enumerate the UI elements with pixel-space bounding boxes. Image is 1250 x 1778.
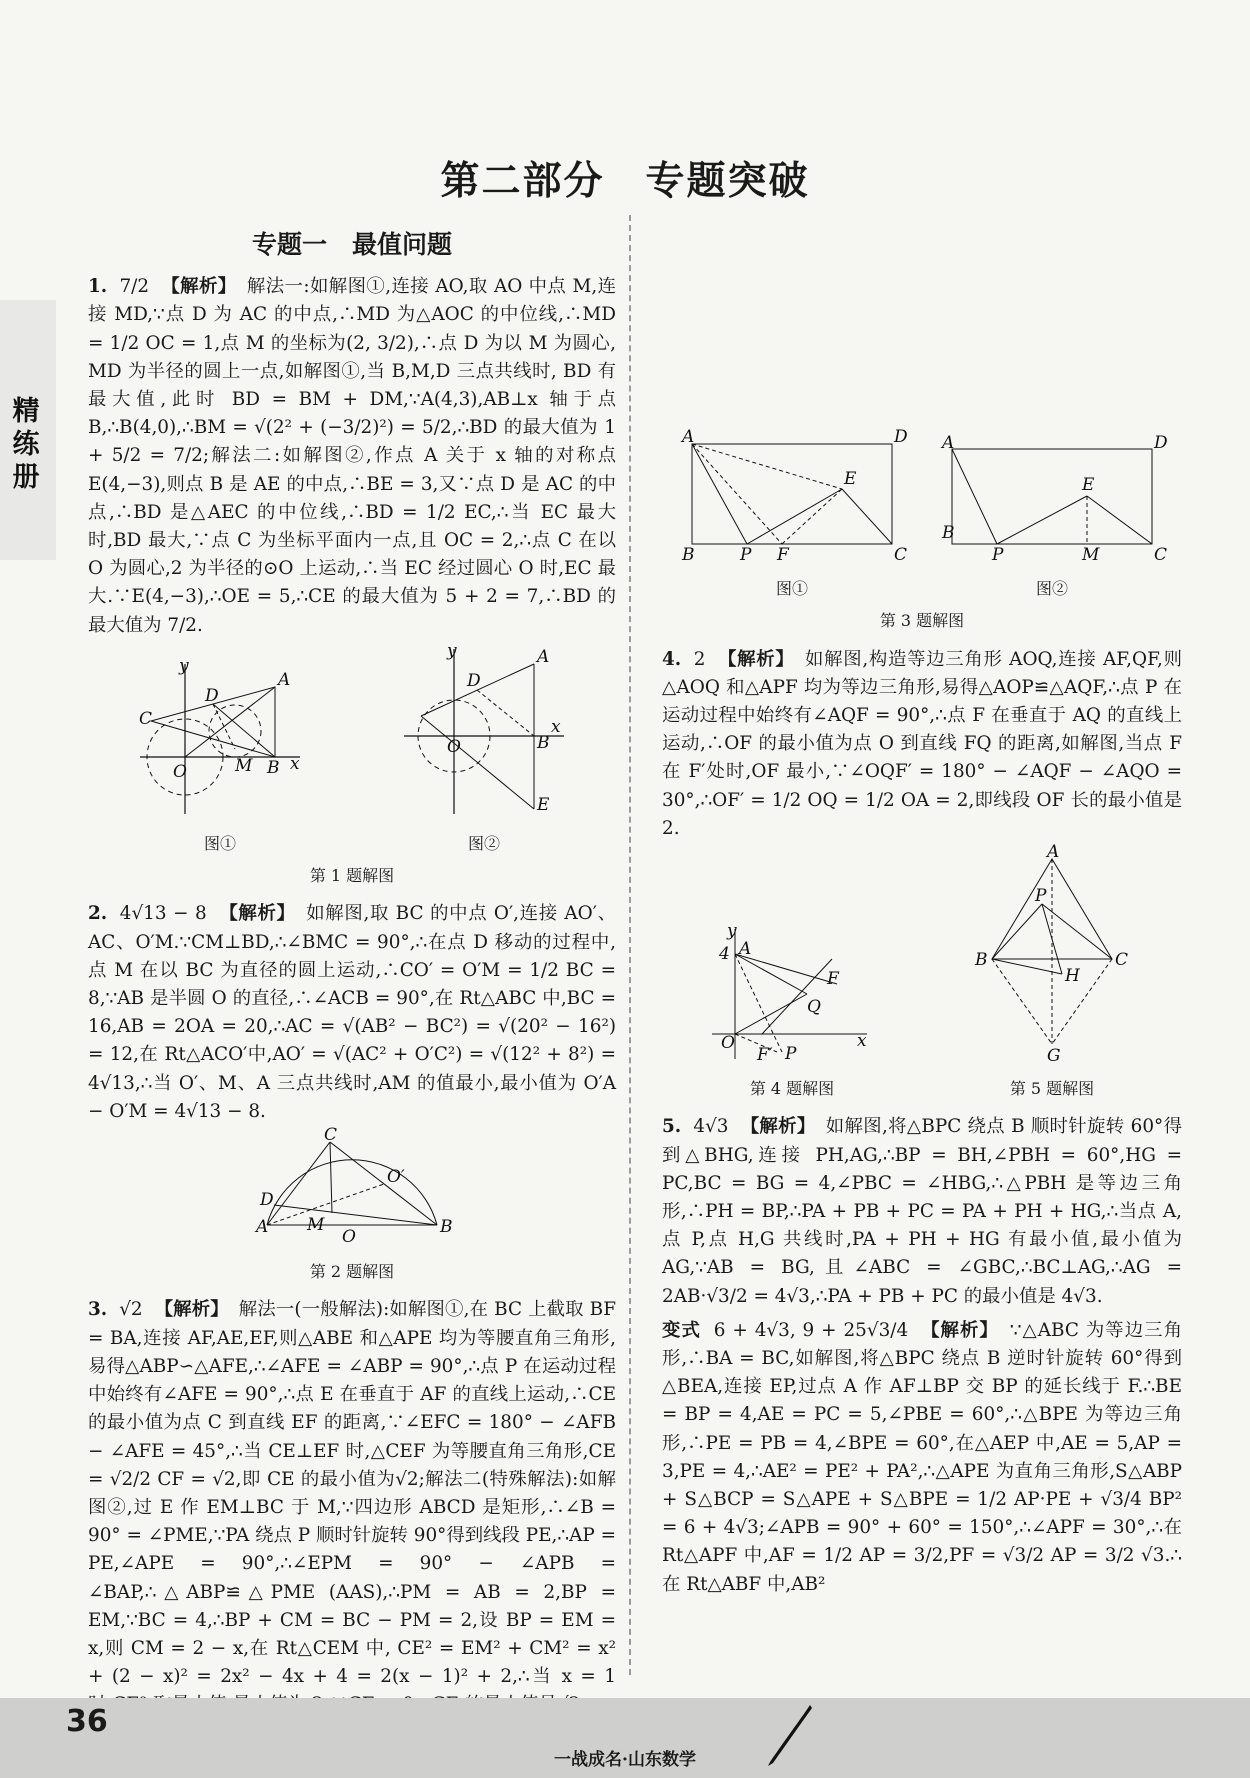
analysis-tag: 【解析】	[718, 648, 795, 670]
analysis-tag: 【解析】	[161, 276, 237, 298]
figure-caption: 第 4 题解图	[749, 1079, 835, 1099]
problem-2	[88, 900, 616, 1286]
svg-text:F: F	[777, 545, 789, 565]
problem-1	[88, 273, 616, 890]
figure-3-1	[682, 427, 908, 603]
side-label: 精练册	[12, 396, 40, 493]
svg-text:A: A	[1047, 842, 1060, 863]
figure-1-1-diagram	[135, 655, 305, 819]
problem-number: 1.	[88, 276, 108, 298]
svg-text:D: D	[1154, 433, 1168, 453]
svg-text:D: D	[205, 685, 219, 706]
svg-text:B: B	[537, 732, 550, 753]
figure-3-1-diagram	[682, 427, 908, 565]
figure-row	[88, 1125, 616, 1254]
problem-solution: 如解图,构造等边三角形 AOQ,连接 AF,QF,则△AOQ 和△APF 均为等边三角形,易得△AOP≌△AQF,∴点 P 在运动过程中始终有∠AQF = 90°,∴点 F 在垂直于 AQ 的直线上运动,∴OF 的最小值为点 O 到直线 FQ 的距离,如解图,当点 F 在 F′处时,OF 最小,∵∠OQF′ = 180° − ∠AQF − ∠AQO = 30°,∴OF′ = 1/2 OQ = 1/2 OA = 2,即线段 OF 长的最小值是 2.	[662, 648, 1182, 839]
figure-5-diagram	[967, 842, 1137, 1067]
svg-text:P: P	[785, 1044, 797, 1065]
problem-solution: ∵△ABC 为等边三角形,∴BA = BC,如解图,将△BPC 绕点 B 逆时针旋转 60°得到△BEA,连接 EP,过点 A 作 AF⊥BP 交 BP 的延长线于 F.∴BE = BP = 4,AE = PC = 5,∠PBE = 60°,∴△BPE 为等边三角形,∴PE = PB = 4,∠BPE = 60°,在△AEP 中,AE = 5,AP = 3,PE = 4,∴AE² = PE² + PA²,∴△APE 为直角三角形,S△ABP + S△BCP = S△APE + S△BPE = 1/2 AP·PE + √3/4 BP² = 6 + 4√3;∠APB = 90° + 60° = 150°,∴∠APF = 30°,∴在 Rt△APF 中,AF = 1/2 AP = 3/2,PF = √3/2 AP = 3/2 √3.∴在 Rt△ABF 中,AB²	[662, 1319, 1182, 1595]
svg-text:A: A	[942, 433, 955, 453]
figure-4	[707, 921, 877, 1103]
svg-text:A: A	[278, 669, 291, 690]
problem-number: 变式	[662, 1319, 701, 1341]
figure-caption: 第 2 题解图	[309, 1262, 395, 1282]
svg-text:O′: O′	[387, 1167, 405, 1188]
svg-text:C: C	[894, 545, 908, 565]
problem-solution: 解法一(一般解法):如解图①,在 BC 上截取 BF = BA,连接 AF,AE,EF,则△ABE 和△APE 均为等腰直角三角形,易得△ABP∽△AFE,∴∠AFE = ∠ABP = 90°,∴点 P 在运动过程中始终有∠AFE = 90°,∴点 E 在垂直于 AF 的直线上运动,∴CE 的最小值为点 C 到直线 EF 的距离,∵∠EFC = 180° − ∠AFB − ∠AFE = 45°,∴当 CE⊥EF 时,△CEF 为等腰直角三角形,CE = √2/2 CF = √2,即 CE 的最小值为√2;解法二(特殊解法):如解图②,过 E 作 EM⊥BC 于 M,∵四边形 ABCD 是矩形,∴∠B = 90° = ∠PME,∵PA 绕点 P 顺时针旋转 90°得到线段 PE,∴AP = PE,∠APE = 90°,∴∠EPM = 90° − ∠APB = ∠BAP,∴△ABP≌△PME (AAS),∴PM = AB = 2,BP = EM,∵BC = 4,∴BP + CM = BC − PM = 2,设 BP = EM = x,则 CM = 2 − x,在 Rt△CEM 中, CE² = EM² + CM² = x² + (2 − x)² = 2x² − 4x + 4 = 2(x − 1)² + 2,∴当 x = 1	[88, 1299, 617, 1688]
problem-answer: 2	[693, 648, 706, 670]
problem-answer: √2	[119, 1299, 143, 1321]
figure-caption: 第 3 题解图	[879, 611, 965, 631]
svg-text:C: C	[139, 708, 153, 729]
svg-text:D: D	[467, 670, 481, 691]
figure-label: 图①	[203, 834, 236, 854]
svg-text:O: O	[721, 1033, 735, 1054]
svg-text:C: C	[324, 1125, 338, 1146]
svg-text:B: B	[267, 757, 280, 778]
figure-2-diagram	[252, 1125, 453, 1248]
svg-text:x: x	[857, 1031, 867, 1052]
problem-number: 5.	[662, 1116, 682, 1138]
figure-row	[88, 640, 616, 858]
figure-4-diagram	[707, 921, 877, 1066]
svg-text:A: A	[682, 427, 695, 447]
svg-text:P: P	[992, 545, 1004, 565]
problem-answer: 4√13 − 8	[119, 903, 207, 925]
svg-text:C: C	[1115, 950, 1129, 971]
figure-3-2-diagram	[942, 433, 1168, 565]
svg-text:O: O	[447, 736, 461, 757]
svg-text:A: A	[537, 646, 550, 667]
svg-text:M: M	[235, 755, 253, 776]
svg-text:B: B	[440, 1217, 453, 1238]
svg-text:y: y	[447, 640, 457, 661]
problem-solution: 如解图,将△BPC 绕点 B 顺时针旋转 60°得到△BHG,连接 PH,AG,∴BP = BH,∠PBH = 60°,HG = PC,BC = BG = 4,∠PBC = ∠HBG,∴△PBH 是等边三角形,∴PH = BP,∴PA + PB + PC = PA + PH + HG,∴当点 A,点 P,点 H,G 共线时,PA + PH + HG 有最小值,最小值为 AG,∵AB = BG,且∠ABC = ∠GBC,∴BC⊥AG,∴AG = 2AB·√3/2 = 4√3,∴PA + PB + PC 的最小值是 4√3.	[662, 1116, 1182, 1307]
svg-text:x: x	[290, 753, 300, 774]
figure-row	[662, 427, 1182, 603]
svg-text:D: D	[894, 427, 908, 447]
figure-caption: 第 5 题解图	[1009, 1079, 1095, 1099]
problem-answer: 6 + 4√3, 9 + 25√3/4	[713, 1319, 909, 1341]
problem-4	[662, 646, 1182, 843]
svg-text:y: y	[727, 921, 737, 942]
section-title: 专题一 最值问题	[251, 230, 452, 259]
svg-text:Q: Q	[807, 997, 821, 1018]
problem-number: 4.	[662, 648, 682, 670]
svg-text:x: x	[551, 716, 561, 737]
svg-text:D: D	[260, 1190, 274, 1211]
svg-text:F′: F′	[757, 1045, 773, 1066]
figure-2	[252, 1125, 453, 1254]
svg-text:G: G	[1047, 1046, 1061, 1067]
problem-5	[662, 1113, 1182, 1310]
svg-text:4: 4	[719, 944, 730, 965]
svg-text:C: C	[1154, 545, 1168, 565]
svg-text:B: B	[942, 523, 955, 543]
svg-text:B: B	[682, 545, 695, 565]
svg-text:B: B	[975, 950, 988, 971]
svg-text:E: E	[537, 794, 550, 815]
analysis-tag: 【解析】	[921, 1319, 999, 1341]
svg-text:P: P	[1035, 886, 1047, 907]
left-column	[88, 225, 616, 1726]
svg-text:O: O	[342, 1227, 356, 1248]
svg-text:y: y	[179, 655, 189, 676]
figure-caption: 第 1 题解图	[309, 866, 395, 886]
analysis-tag: 【解析】	[740, 1116, 816, 1138]
problem-answer: 7/2	[119, 276, 150, 298]
problem-3	[88, 1296, 616, 1719]
page-title: 第二部分 专题突破	[440, 158, 810, 204]
svg-text:A: A	[256, 1217, 269, 1238]
figure-row	[662, 842, 1182, 1103]
analysis-tag: 【解析】	[219, 903, 296, 925]
problem-solution: 如解图,取 BC 的中点 O′,连接 AO′、AC、O′M.∵CM⊥BD,∴∠BMC = 90°,∴在点 D 移动的过程中,点 M 在以 BC 为直径的圆上运动,∴CO′ = O′M = 1/2 BC = 8,∵AB 是半圆 O 的直径,∴∠ACB = 90°,在 Rt△ABC 中,BC = 16,AB = 2OA = 20,∴AC = √(AB² − BC²) = √(20² − 16²) = 12,在 Rt△ACO′中,AO′ = √(AC² + O′C²) = √(12² + 8²) = 4√13,∴当 O′、M、A 三点共线时,AM 的值最小,最小值为 O′A − O′M = 4√13 − 8.	[88, 903, 616, 1122]
figure-1-2	[399, 640, 569, 858]
svg-text:M: M	[1082, 545, 1100, 565]
figure-label: 图①	[775, 579, 808, 599]
figure-1-2-diagram	[399, 640, 569, 819]
problem-number: 2.	[88, 903, 108, 925]
problem-solution: 解法一:如解图①,连接 AO,取 AO 中点 M,连接 MD,∵点 D 为 AC 的中点,∴MD 为△AOC 的中位线,∴MD = 1/2 OC = 1,点 M 的坐标为(2, 3/2),∴点 D 为以 M 为圆心, MD 为半径的圆上一点,如解图①,当 B,M,D 三点共线时, BD 有最大值,此时 BD = BM + DM,∵A(4,3),AB⊥x 轴于点 B,∴B(4,0),∴BM = √(2² + (−3/2)²) = 5/2,∴BD 的最大值为 1 + 5/2 = 7/2;解法二:如解图②,作点 A 关于 x 轴的对称点 E(4,−3),则点 B 是 AE 的中点,∴BE = 3,又∵点 D 是 AC 的中点,∴BD 是△AEC 的中位线,∴BD = 1/2 EC,∴当 EC 最大时,BD 最大,∵点 C 为坐标平面内一点,且 OC = 2,∴点 C 在以 O 为圆心,2 为半径的⊙O 上运动,∴当 EC 经过圆心 O 时,EC 最大.∵E(4,−3),∴OE = 5,∴CE 的最大值为 5 + 2 = 7,∴BD 的最大值为 7/2.	[88, 276, 616, 636]
svg-text:P: P	[740, 545, 752, 565]
svg-text:E: E	[844, 469, 857, 489]
figure-3-2	[942, 433, 1168, 603]
analysis-tag: 【解析】	[154, 1299, 229, 1321]
pen-icon	[760, 1700, 820, 1770]
figure-5	[967, 842, 1137, 1103]
figure-label: 图②	[1035, 579, 1068, 599]
problem-variant	[662, 1317, 1182, 1599]
svg-text:O: O	[173, 761, 187, 782]
svg-text:E: E	[1082, 475, 1095, 495]
problem-answer: 4√3	[693, 1116, 729, 1138]
figure-1-1	[135, 655, 305, 858]
svg-text:A: A	[739, 939, 752, 960]
figure-label: 图②	[467, 834, 500, 854]
column-divider	[629, 215, 631, 1675]
page-number: 36	[66, 1704, 108, 1739]
footer-brand: 一战成名·山东数学	[554, 1750, 696, 1770]
problem-number: 3.	[88, 1299, 108, 1321]
svg-text:M: M	[307, 1215, 325, 1236]
svg-text:F: F	[827, 969, 839, 990]
svg-text:H: H	[1065, 966, 1080, 987]
right-column	[662, 218, 1182, 1605]
